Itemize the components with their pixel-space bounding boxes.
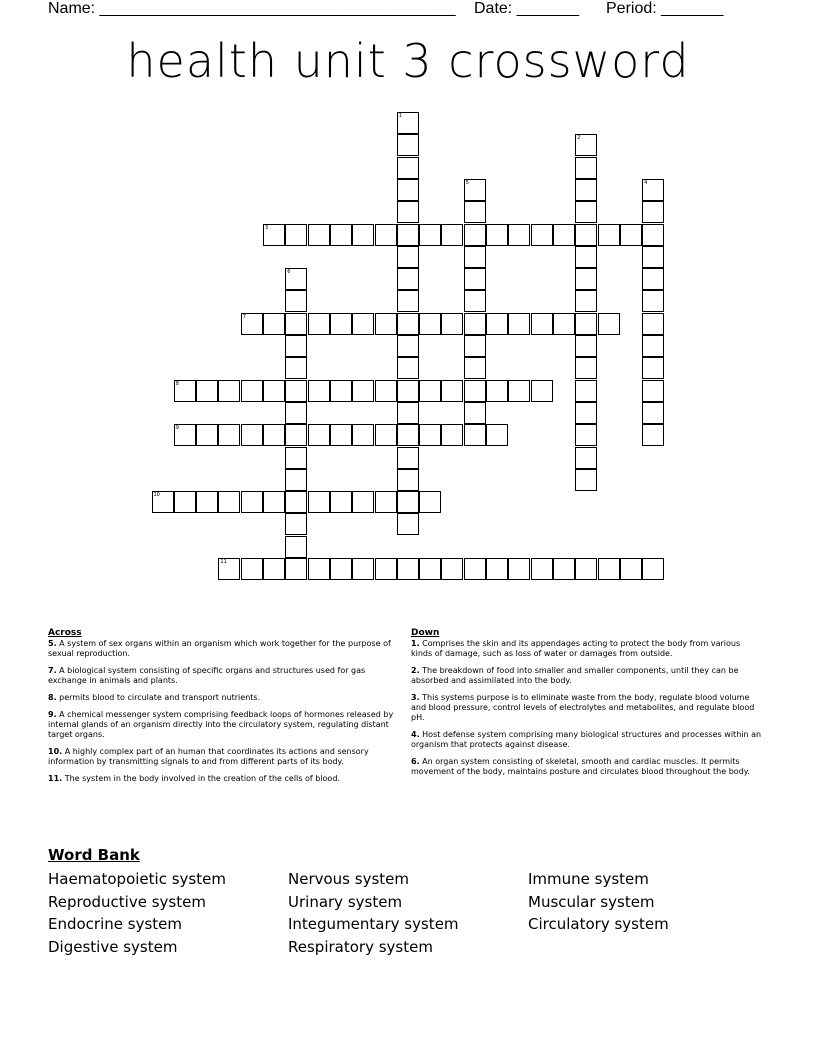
clue-number: 11 bbox=[220, 559, 227, 565]
crossword-cell[interactable] bbox=[486, 224, 508, 246]
clue-item bbox=[48, 774, 400, 784]
crossword-cell[interactable] bbox=[352, 491, 374, 513]
crossword-cell[interactable] bbox=[352, 380, 374, 402]
clue-number: 8. bbox=[48, 693, 57, 702]
crossword-cell[interactable] bbox=[263, 424, 285, 446]
crossword-cell[interactable] bbox=[464, 558, 486, 580]
crossword-cell[interactable] bbox=[330, 313, 352, 335]
name-field[interactable]: Name: ________________________________________ bbox=[48, 0, 456, 17]
crossword-cell[interactable] bbox=[642, 268, 664, 290]
crossword-cell[interactable] bbox=[575, 558, 597, 580]
crossword-cell[interactable] bbox=[464, 290, 486, 312]
crossword-cell[interactable] bbox=[352, 224, 374, 246]
crossword-cell[interactable] bbox=[620, 558, 642, 580]
crossword-cell[interactable] bbox=[196, 380, 218, 402]
crossword-cell[interactable] bbox=[508, 558, 530, 580]
crossword-cell[interactable] bbox=[397, 469, 419, 491]
crossword-cell[interactable] bbox=[642, 313, 664, 335]
down-heading: Down bbox=[411, 628, 440, 638]
crossword-cell[interactable] bbox=[285, 424, 307, 446]
crossword-cell[interactable] bbox=[352, 424, 374, 446]
crossword-cell[interactable] bbox=[397, 179, 419, 201]
clue-number: 3 bbox=[265, 224, 269, 231]
crossword-cell[interactable] bbox=[464, 224, 486, 246]
crossword-cell[interactable] bbox=[464, 424, 486, 446]
crossword-cell[interactable] bbox=[642, 424, 664, 446]
clue-item bbox=[48, 747, 400, 767]
clue-number: 6. bbox=[411, 757, 420, 766]
crossword-cell[interactable] bbox=[486, 424, 508, 446]
crossword-cell[interactable] bbox=[375, 424, 397, 446]
crossword-cell[interactable] bbox=[419, 491, 441, 513]
clue-number: 8 bbox=[175, 380, 179, 387]
crossword-cell[interactable] bbox=[330, 424, 352, 446]
crossword-cell[interactable] bbox=[575, 313, 597, 335]
crossword-cell[interactable] bbox=[397, 290, 419, 312]
crossword-cell[interactable] bbox=[642, 179, 664, 201]
word-bank-item: Digestive system bbox=[48, 937, 178, 956]
crossword-cell[interactable] bbox=[241, 558, 263, 580]
crossword-cell[interactable] bbox=[330, 224, 352, 246]
across-heading: Across bbox=[48, 628, 82, 638]
crossword-cell[interactable] bbox=[285, 513, 307, 535]
crossword-cell[interactable] bbox=[397, 424, 419, 446]
crossword-cell[interactable] bbox=[263, 491, 285, 513]
crossword-cell[interactable] bbox=[397, 224, 419, 246]
word-bank-item: Urinary system bbox=[288, 892, 403, 911]
crossword-cell[interactable] bbox=[575, 380, 597, 402]
crossword-cell[interactable] bbox=[375, 224, 397, 246]
word-bank-item: Nervous system bbox=[288, 870, 409, 888]
clue-number: 4. bbox=[411, 730, 420, 739]
crossword-cell[interactable] bbox=[285, 335, 307, 357]
crossword-cell[interactable] bbox=[308, 491, 330, 513]
crossword-cell[interactable] bbox=[285, 469, 307, 491]
crossword-cell[interactable] bbox=[441, 224, 463, 246]
clue-number: 5 bbox=[465, 179, 469, 186]
clue-text: The system in the body involved in the creation of the cells of blood. bbox=[64, 774, 340, 783]
crossword-cell[interactable] bbox=[464, 357, 486, 379]
clue-item bbox=[48, 710, 400, 740]
crossword-cell[interactable] bbox=[642, 224, 664, 246]
crossword-cell[interactable] bbox=[575, 179, 597, 201]
clue-text: A highly complex part of an human that coordinates its actions and sensory information by transmitting signals to and from different parts of its body. bbox=[48, 747, 369, 766]
crossword-cell[interactable] bbox=[575, 447, 597, 469]
crossword-cell[interactable] bbox=[441, 558, 463, 580]
crossword-cell[interactable] bbox=[285, 357, 307, 379]
crossword-cell[interactable] bbox=[397, 335, 419, 357]
word-bank-column bbox=[48, 870, 288, 960]
crossword-cell[interactable] bbox=[218, 558, 240, 580]
period-field[interactable]: Period: _______ bbox=[606, 0, 724, 17]
crossword-cell[interactable] bbox=[508, 380, 530, 402]
clue-text: Host defense system comprising many biological structures and processes within an organism that protects against disease. bbox=[411, 730, 762, 749]
crossword-cell[interactable] bbox=[375, 313, 397, 335]
crossword-cell[interactable] bbox=[553, 558, 575, 580]
crossword-cell[interactable] bbox=[531, 224, 553, 246]
clue-number: 2 bbox=[577, 135, 581, 142]
crossword-cell[interactable] bbox=[397, 112, 419, 134]
crossword-cell[interactable] bbox=[575, 424, 597, 446]
crossword-cell[interactable] bbox=[263, 558, 285, 580]
clue-text: A chemical messenger system comprising feedback loops of hormones released by internal glands of an organism directly into the circulatory system, regulating distant target organs. bbox=[48, 710, 394, 739]
crossword-cell[interactable] bbox=[218, 424, 240, 446]
clue-number: 6 bbox=[287, 269, 291, 276]
crossword-cell[interactable] bbox=[419, 313, 441, 335]
clue-text: Comprises the skin and its appendages acting to protect the body from various kinds of damage, such as loss of water or damages from outside. bbox=[411, 639, 741, 658]
crossword-cell[interactable] bbox=[174, 424, 196, 446]
crossword-cell[interactable] bbox=[285, 536, 307, 558]
crossword-cell[interactable] bbox=[575, 402, 597, 424]
word-bank-column bbox=[528, 870, 768, 938]
clue-number: 11. bbox=[48, 774, 63, 783]
crossword-cell[interactable] bbox=[419, 224, 441, 246]
crossword-cell[interactable] bbox=[397, 357, 419, 379]
crossword-cell[interactable] bbox=[598, 558, 620, 580]
clue-item bbox=[48, 639, 400, 659]
crossword-cell[interactable] bbox=[397, 268, 419, 290]
crossword-cell[interactable] bbox=[464, 246, 486, 268]
crossword-cell[interactable] bbox=[397, 201, 419, 223]
crossword-cell[interactable] bbox=[397, 447, 419, 469]
crossword-cell[interactable] bbox=[575, 224, 597, 246]
crossword-cell[interactable] bbox=[575, 246, 597, 268]
clue-item bbox=[411, 757, 763, 777]
crossword-cell[interactable] bbox=[241, 313, 263, 335]
clue-item bbox=[48, 693, 400, 703]
crossword-cell[interactable] bbox=[464, 335, 486, 357]
crossword-cell[interactable] bbox=[241, 424, 263, 446]
clue-text: The breakdown of food into smaller and smaller components, until they can be absorbed and assimilated into the body. bbox=[411, 666, 739, 685]
page-title: health unit 3 crossword bbox=[126, 34, 690, 88]
word-bank-item: Reproductive system bbox=[48, 892, 206, 911]
clue-item bbox=[48, 666, 400, 686]
crossword-cell[interactable] bbox=[464, 268, 486, 290]
clue-text: A system of sex organs within an organism which work together for the purpose of sexual reproduction. bbox=[48, 639, 391, 658]
crossword-cell[interactable] bbox=[352, 313, 374, 335]
clue-item bbox=[411, 730, 763, 750]
crossword-cell[interactable] bbox=[642, 402, 664, 424]
crossword-cell[interactable] bbox=[642, 558, 664, 580]
crossword-cell[interactable] bbox=[218, 380, 240, 402]
crossword-cell[interactable] bbox=[241, 491, 263, 513]
across-clues bbox=[48, 628, 400, 791]
crossword-cell[interactable] bbox=[531, 380, 553, 402]
crossword-cell[interactable] bbox=[397, 246, 419, 268]
crossword-cell[interactable] bbox=[285, 402, 307, 424]
crossword-cell[interactable] bbox=[575, 357, 597, 379]
crossword-cell[interactable] bbox=[419, 558, 441, 580]
clue-text: An organ system consisting of skeletal, smooth and cardiac muscles. It permits movement of the body, maintains posture and circulates blood throughout the body. bbox=[411, 757, 750, 776]
crossword-cell[interactable] bbox=[642, 335, 664, 357]
crossword-cell[interactable] bbox=[330, 491, 352, 513]
crossword-cell[interactable] bbox=[486, 558, 508, 580]
crossword-cell[interactable] bbox=[397, 157, 419, 179]
crossword-cell[interactable] bbox=[642, 246, 664, 268]
word-bank-item: Circulatory system bbox=[528, 915, 669, 933]
crossword-cell[interactable] bbox=[152, 491, 174, 513]
word-bank-column bbox=[288, 870, 528, 960]
crossword-cell[interactable] bbox=[263, 380, 285, 402]
crossword-cell[interactable] bbox=[575, 134, 597, 156]
crossword-cell[interactable] bbox=[531, 558, 553, 580]
crossword-cell[interactable] bbox=[285, 290, 307, 312]
crossword-cell[interactable] bbox=[575, 469, 597, 491]
clue-text: This systems purpose is to eliminate waste from the body, regulate blood volume and blood pressure, control levels of electrolytes and metabolites, and regulate blood pH. bbox=[411, 693, 755, 722]
clue-item bbox=[411, 666, 763, 686]
crossword-cell[interactable] bbox=[308, 424, 330, 446]
clue-number: 1. bbox=[411, 639, 420, 648]
crossword-cell[interactable] bbox=[375, 558, 397, 580]
crossword-cell[interactable] bbox=[397, 513, 419, 535]
crossword-cell[interactable] bbox=[397, 313, 419, 335]
crossword-cell[interactable] bbox=[464, 201, 486, 223]
crossword-cell[interactable] bbox=[285, 313, 307, 335]
crossword-cell[interactable] bbox=[553, 224, 575, 246]
crossword-cell[interactable] bbox=[241, 380, 263, 402]
crossword-cell[interactable] bbox=[464, 402, 486, 424]
crossword-cell[interactable] bbox=[642, 201, 664, 223]
crossword-cell[interactable] bbox=[531, 313, 553, 335]
crossword-cell[interactable] bbox=[285, 491, 307, 513]
clue-number: 9 bbox=[175, 425, 179, 432]
crossword-cell[interactable] bbox=[285, 268, 307, 290]
crossword-cell[interactable] bbox=[553, 313, 575, 335]
clue-number: 7. bbox=[48, 666, 57, 675]
crossword-cell[interactable] bbox=[196, 491, 218, 513]
down-clues bbox=[411, 628, 763, 784]
crossword-cell[interactable] bbox=[419, 424, 441, 446]
crossword-cell[interactable] bbox=[352, 558, 374, 580]
crossword-cell[interactable] bbox=[575, 201, 597, 223]
crossword-cell[interactable] bbox=[285, 447, 307, 469]
date-field[interactable]: Date: _______ bbox=[474, 0, 579, 17]
student-info-header bbox=[0, 0, 816, 22]
crossword-cell[interactable] bbox=[375, 491, 397, 513]
crossword-cell[interactable] bbox=[598, 313, 620, 335]
clue-item bbox=[411, 693, 763, 723]
crossword-cell[interactable] bbox=[330, 558, 352, 580]
word-bank-item: Endocrine system bbox=[48, 915, 182, 933]
crossword-cell[interactable] bbox=[575, 335, 597, 357]
crossword-cell[interactable] bbox=[397, 134, 419, 156]
clue-text: permits blood to circulate and transport nutrients. bbox=[59, 693, 261, 702]
crossword-cell[interactable] bbox=[642, 290, 664, 312]
clue-number: 7 bbox=[242, 313, 246, 320]
clue-number: 3. bbox=[411, 693, 420, 702]
clue-number: 2. bbox=[411, 666, 420, 675]
clue-number: 10. bbox=[48, 747, 63, 756]
word-bank-title: Word Bank bbox=[48, 846, 140, 864]
crossword-cell[interactable] bbox=[263, 224, 285, 246]
word-bank-item: Immune system bbox=[528, 870, 649, 888]
crossword-cell[interactable] bbox=[508, 313, 530, 335]
crossword-cell[interactable] bbox=[196, 424, 218, 446]
word-bank-item: Integumentary system bbox=[288, 915, 459, 933]
crossword-cell[interactable] bbox=[397, 491, 419, 513]
clue-number: 4 bbox=[644, 179, 648, 186]
crossword-cell[interactable] bbox=[486, 380, 508, 402]
crossword-cell[interactable] bbox=[441, 313, 463, 335]
clue-number: 10 bbox=[153, 492, 160, 499]
clue-number: 1 bbox=[398, 113, 402, 119]
crossword-cell[interactable] bbox=[375, 380, 397, 402]
clue-item bbox=[411, 639, 763, 659]
crossword-cell[interactable] bbox=[263, 313, 285, 335]
crossword-cell[interactable] bbox=[642, 357, 664, 379]
crossword-cell[interactable] bbox=[575, 290, 597, 312]
crossword-cell[interactable] bbox=[308, 224, 330, 246]
word-bank-item: Respiratory system bbox=[288, 937, 433, 956]
crossword-cell[interactable] bbox=[620, 224, 642, 246]
word-bank-item: Haematopoietic system bbox=[48, 870, 226, 888]
crossword-cell[interactable] bbox=[308, 380, 330, 402]
crossword-cell[interactable] bbox=[598, 224, 620, 246]
word-bank-item: Muscular system bbox=[528, 892, 655, 911]
crossword-cell[interactable] bbox=[419, 380, 441, 402]
clue-text: A biological system consisting of specific organs and structures used for gas exchange in animals and plants. bbox=[48, 666, 366, 685]
crossword-cell[interactable] bbox=[464, 179, 486, 201]
crossword-cell[interactable] bbox=[575, 268, 597, 290]
crossword-cell[interactable] bbox=[308, 313, 330, 335]
crossword-cell[interactable] bbox=[575, 157, 597, 179]
crossword-cell[interactable] bbox=[330, 380, 352, 402]
crossword-cell[interactable] bbox=[174, 491, 196, 513]
crossword-cell[interactable] bbox=[397, 402, 419, 424]
crossword-cell[interactable] bbox=[397, 380, 419, 402]
crossword-cell[interactable] bbox=[486, 313, 508, 335]
crossword-cell[interactable] bbox=[285, 558, 307, 580]
crossword-cell[interactable] bbox=[441, 424, 463, 446]
crossword-cell[interactable] bbox=[308, 558, 330, 580]
clue-number: 5. bbox=[48, 639, 57, 648]
crossword-cell[interactable] bbox=[642, 380, 664, 402]
crossword-cell[interactable] bbox=[397, 558, 419, 580]
clue-number: 9. bbox=[48, 710, 57, 719]
crossword-cell[interactable] bbox=[464, 313, 486, 335]
crossword-cell[interactable] bbox=[285, 380, 307, 402]
crossword-cell[interactable] bbox=[218, 491, 240, 513]
crossword-cell[interactable] bbox=[464, 380, 486, 402]
crossword-cell[interactable] bbox=[441, 380, 463, 402]
crossword-cell[interactable] bbox=[285, 224, 307, 246]
crossword-cell[interactable] bbox=[508, 224, 530, 246]
crossword-cell[interactable] bbox=[174, 380, 196, 402]
